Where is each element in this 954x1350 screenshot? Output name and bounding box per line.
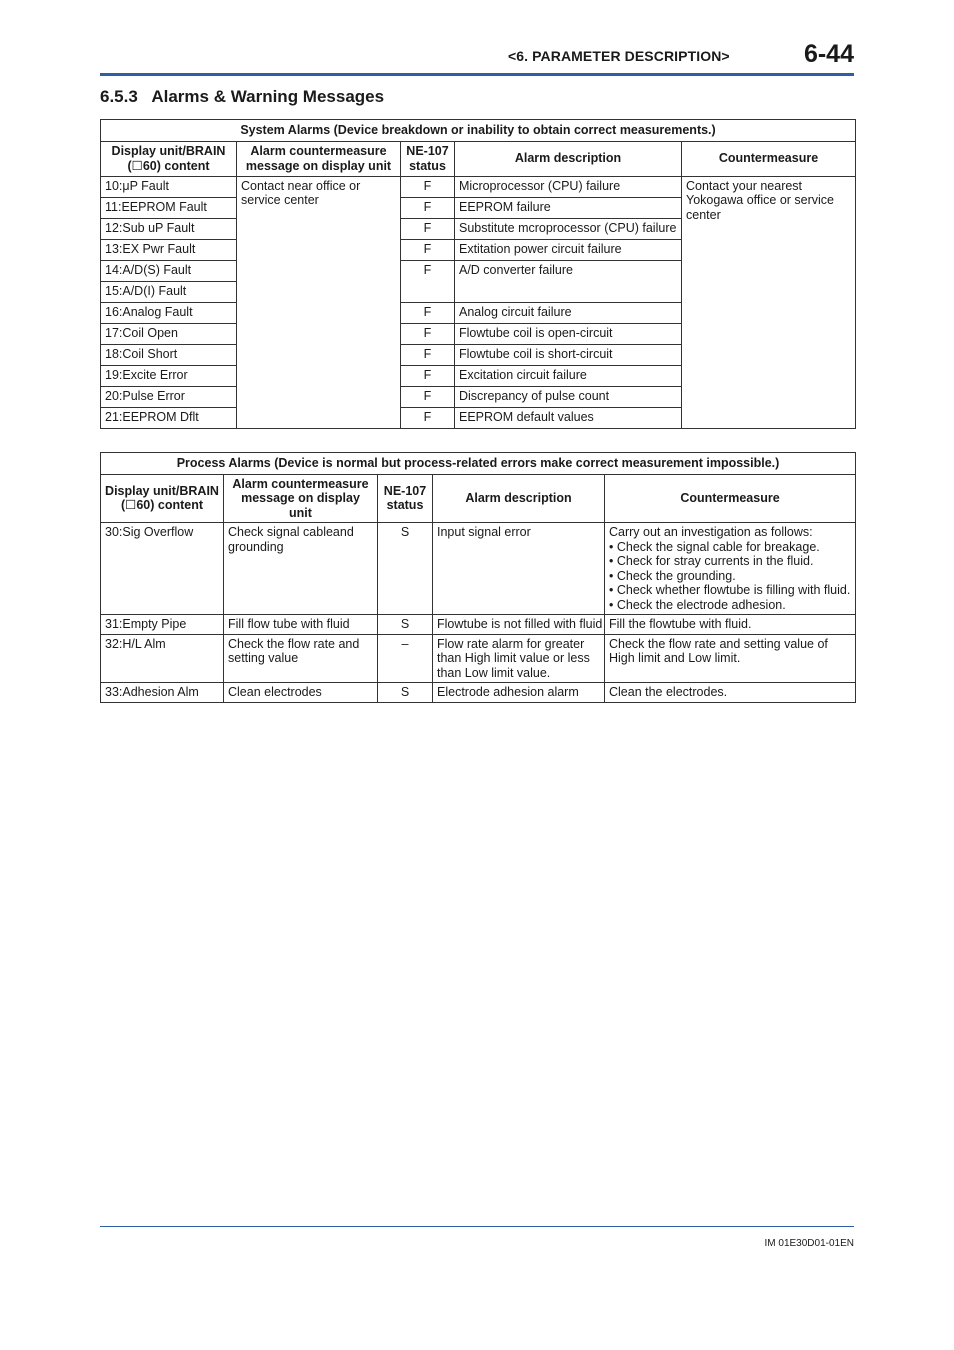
description-cell: Extitation power circuit failure xyxy=(455,239,682,260)
status-cell: F xyxy=(401,365,455,386)
status-cell: S xyxy=(378,615,433,635)
header-section-title: <6. PARAMETER DESCRIPTION> xyxy=(508,48,730,64)
column-header-status: NE-107 status xyxy=(378,474,433,523)
message-cell: Fill flow tube with fluid xyxy=(224,615,378,635)
display-cell: 33:Adhesion Alm xyxy=(101,683,224,703)
status-cell: F xyxy=(401,407,455,428)
display-cell: 18:Coil Short xyxy=(101,344,237,365)
status-cell: F xyxy=(401,323,455,344)
description-cell: EEPROM failure xyxy=(455,197,682,218)
display-cell: 14:A/D(S) Fault xyxy=(101,260,237,281)
status-cell: S xyxy=(378,523,433,615)
table-row xyxy=(101,176,856,197)
display-cell: 16:Analog Fault xyxy=(101,302,237,323)
display-cell: 11:EEPROM Fault xyxy=(101,197,237,218)
table-caption: System Alarms (Device breakdown or inability to obtain correct measurements.) xyxy=(101,120,856,142)
description-cell: Flowtube coil is open-circuit xyxy=(455,323,682,344)
process-alarms-table xyxy=(100,452,856,703)
display-cell: 21:EEPROM Dflt xyxy=(101,407,237,428)
display-cell: 12:Sub uP Fault xyxy=(101,218,237,239)
table-row xyxy=(101,683,856,703)
status-cell: S xyxy=(378,683,433,703)
message-cell: Check signal cableand grounding xyxy=(224,523,378,615)
section-heading: 6.5.3 Alarms & Warning Messages xyxy=(100,87,385,106)
display-cell: 13:EX Pwr Fault xyxy=(101,239,237,260)
column-header-countermeasure: Countermeasure xyxy=(682,141,856,176)
header-divider xyxy=(100,73,854,76)
description-cell: Flowtube coil is short-circuit xyxy=(455,344,682,365)
column-header-display: Display unit/BRAIN (☐60) content xyxy=(101,141,237,176)
message-cell: Check the flow rate and setting value xyxy=(224,634,378,683)
description-cell: Analog circuit failure xyxy=(455,302,682,323)
column-header-status: NE-107 status xyxy=(401,141,455,176)
table-caption: Process Alarms (Device is normal but process-related errors make correct measurement impossible.) xyxy=(101,453,856,475)
countermeasure-cell: Check the flow rate and setting value of High limit and Low limit. xyxy=(605,634,856,683)
column-header-message: Alarm countermeasure message on display unit xyxy=(237,141,401,176)
display-cell: 17:Coil Open xyxy=(101,323,237,344)
description-cell: Microprocessor (CPU) failure xyxy=(455,176,682,197)
description-cell: A/D converter failure xyxy=(455,260,682,302)
description-cell: Excitation circuit failure xyxy=(455,365,682,386)
list-item: • Check the signal cable for breakage. xyxy=(609,539,820,554)
system-alarms-table xyxy=(100,119,856,429)
countermeasure-intro: Carry out an investigation as follows: xyxy=(609,525,813,539)
display-cell: 10:μP Fault xyxy=(101,176,237,197)
column-header-message: Alarm countermeasure message on display unit xyxy=(224,474,378,523)
description-cell: Input signal error xyxy=(433,523,605,615)
display-cell: 30:Sig Overflow xyxy=(101,523,224,615)
status-cell: F xyxy=(401,260,455,302)
display-cell: 19:Excite Error xyxy=(101,365,237,386)
message-cell: Contact near office or service center xyxy=(237,176,401,428)
column-header-description: Alarm description xyxy=(455,141,682,176)
status-cell: F xyxy=(401,302,455,323)
description-cell: Substitute mcroprocessor (CPU) failure xyxy=(455,218,682,239)
status-cell: F xyxy=(401,386,455,407)
list-item: • Check for stray currents in the fluid. xyxy=(609,554,814,568)
status-cell: F xyxy=(401,218,455,239)
countermeasure-list xyxy=(609,540,851,613)
column-header-display: Display unit/BRAIN (☐60) content xyxy=(101,474,224,523)
list-item: • Check whether flowtube is filling with fluid. xyxy=(609,583,851,597)
status-cell: F xyxy=(401,239,455,260)
description-cell: Flowtube is not filled with fluid xyxy=(433,615,605,635)
countermeasure-cell: Fill the flowtube with fluid. xyxy=(605,615,856,635)
status-cell: F xyxy=(401,344,455,365)
page-number: 6-44 xyxy=(803,40,854,68)
description-cell: Discrepancy of pulse count xyxy=(455,386,682,407)
countermeasure-cell: Clean the electrodes. xyxy=(605,683,856,703)
description-cell: Flow rate alarm for greater than High limit value or less than Low limit value. xyxy=(433,634,605,683)
countermeasure-cell: Contact your nearest Yokogawa office or service center xyxy=(682,176,856,428)
table-row xyxy=(101,615,856,635)
column-header-description: Alarm description xyxy=(433,474,605,523)
list-item: • Check the electrode adhesion. xyxy=(609,597,786,612)
description-cell: EEPROM default values xyxy=(455,407,682,428)
description-cell: Electrode adhesion alarm xyxy=(433,683,605,703)
list-item: • Check the grounding. xyxy=(609,568,736,583)
footer-divider xyxy=(100,1226,854,1227)
document-number: IM 01E30D01-01EN xyxy=(764,1238,854,1249)
status-cell: F xyxy=(401,176,455,197)
display-cell: 31:Empty Pipe xyxy=(101,615,224,635)
status-cell: – xyxy=(378,634,433,683)
countermeasure-cell xyxy=(605,523,856,615)
table-row xyxy=(101,634,856,683)
display-cell: 15:A/D(I) Fault xyxy=(101,281,237,302)
message-cell: Clean electrodes xyxy=(224,683,378,703)
display-cell: 32:H/L Alm xyxy=(101,634,224,683)
status-cell: F xyxy=(401,197,455,218)
table-row xyxy=(101,523,856,615)
column-header-countermeasure: Countermeasure xyxy=(605,474,856,523)
display-cell: 20:Pulse Error xyxy=(101,386,237,407)
